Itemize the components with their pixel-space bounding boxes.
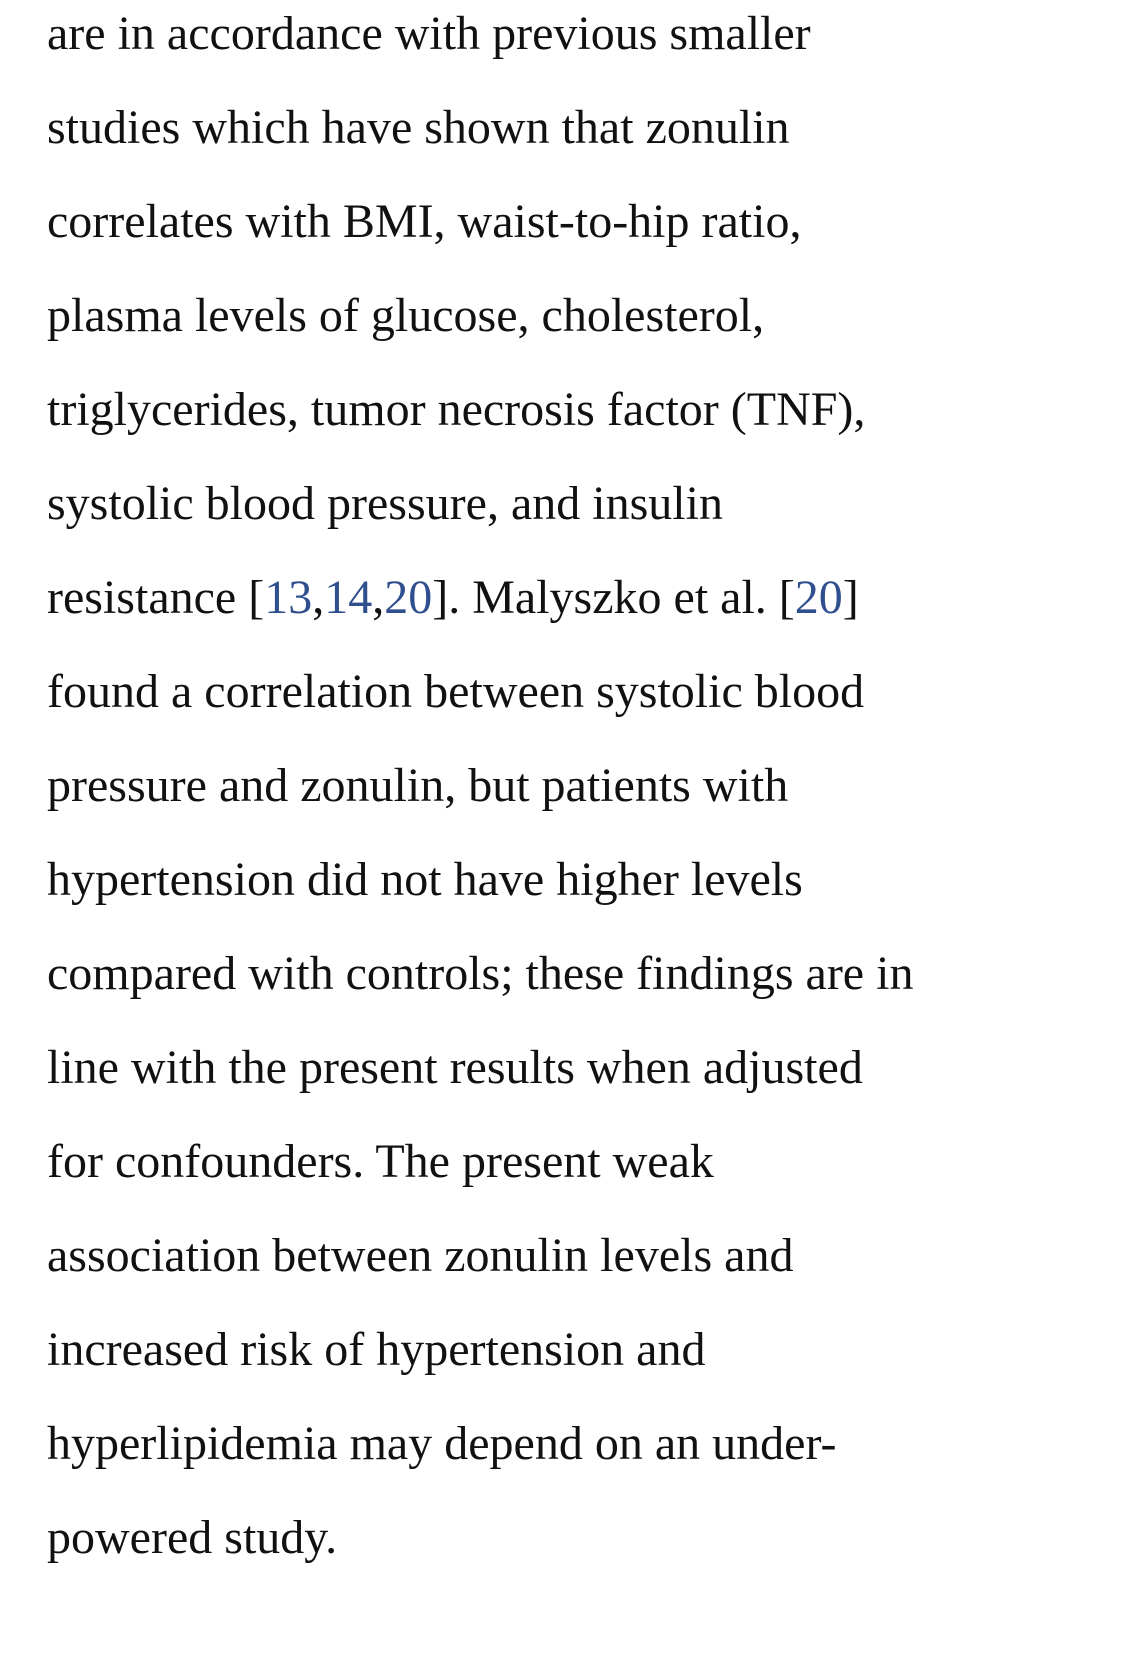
text-line: for confounders. The present weak [47,1135,714,1188]
text-segment: , [372,571,385,624]
citation-link-14[interactable]: 14 [324,571,373,624]
text-line: systolic blood pressure, and insulin [47,477,723,530]
text-line: found a correlation between systolic blood [47,665,865,718]
text-line: hyperlipidemia may depend on an under- [47,1417,837,1470]
text-line: plasma levels of glucose, cholesterol, [47,289,765,342]
text-line: are in accordance with previous smaller [47,7,811,60]
text-line: studies which have shown that zonulin [47,101,790,154]
text-line: hypertension did not have higher levels [47,853,803,906]
text-line: triglycerides, tumor necrosis factor (TNF), [47,383,866,436]
citation-link-13[interactable]: 13 [264,571,313,624]
text-line: pressure and zonulin, but patients with [47,759,789,812]
text-segment: , [312,571,325,624]
text-segment: ] [842,571,859,624]
citation-link-20-malyszko[interactable]: 20 [794,571,843,624]
text-segment: resistance [ [47,571,265,624]
text-line: association between zonulin levels and [47,1229,794,1282]
article-body [47,0,1107,1598]
text-line: correlates with BMI, waist-to-hip ratio, [47,195,802,248]
text-line: compared with controls; these findings are in [47,947,914,1000]
text-line: increased risk of hypertension and [47,1323,706,1376]
text-line-with-citations [47,564,1107,658]
text-segment: ]. Malyszko et al. [ [432,571,795,624]
text-line: powered study. [47,1511,338,1564]
citation-link-20[interactable]: 20 [384,571,433,624]
text-line: line with the present results when adjusted [47,1041,863,1094]
